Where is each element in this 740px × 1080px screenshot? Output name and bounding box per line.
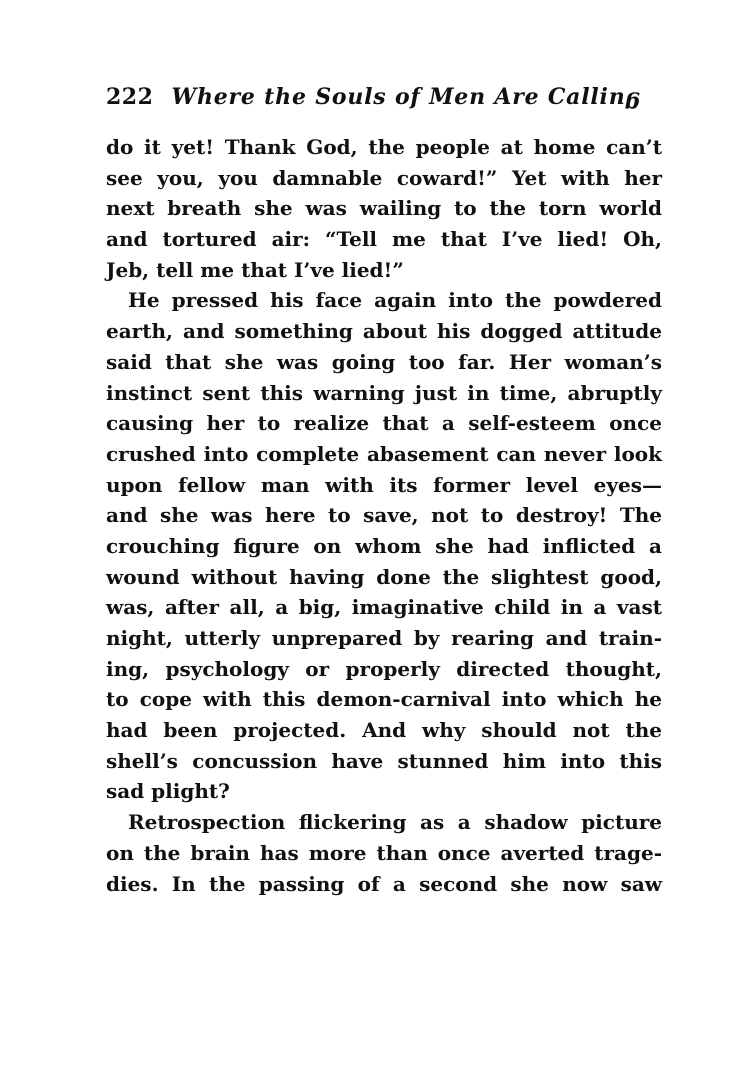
- text-line: ing, psychology or properly directed thought,: [106, 656, 662, 681]
- text-line: night, utterly unprepared by rearing and train-: [106, 626, 662, 650]
- text-line: causing her to realize that a self-esteem once: [106, 411, 662, 436]
- text-line: upon fellow man with its former level eyes—: [106, 472, 662, 497]
- text-line: sad plight?: [106, 779, 230, 804]
- running-header: [106, 84, 706, 116]
- text-line: on the brain has more than once averted trage-: [106, 840, 662, 865]
- text-line: was, after all, a big, imaginative child in a vast: [106, 595, 662, 620]
- text-line: Jeb, tell me that I’ve lied!”: [106, 257, 404, 282]
- text-line: dies. In the passing of a second she now saw: [106, 871, 662, 896]
- text-line: to cope with this demon-carnival into which he: [106, 687, 662, 712]
- text-line: and tortured air: “Tell me that I’ve lied! Oh,: [106, 227, 662, 252]
- text-line: He pressed his face again into the powdered: [128, 288, 662, 313]
- page-number: 222: [106, 84, 154, 110]
- text-line: see you, you damnable coward!” Yet with her: [106, 165, 662, 190]
- text-line: earth, and something about his dogged attitude: [106, 319, 662, 344]
- text-line: instinct sent this warning just in time, abruptly: [106, 380, 662, 405]
- text-line: Retrospection flickering as a shadow picture: [128, 810, 662, 835]
- text-line: wound without having done the slightest good,: [106, 564, 662, 589]
- text-line: had been projected. And why should not the: [106, 718, 662, 743]
- text-line: do it yet! Thank God, the people at home can’t: [106, 135, 662, 159]
- text-line: crouching figure on whom she had inflicted a: [106, 533, 662, 558]
- text-line: shell’s concussion have stunned him into this: [106, 748, 662, 773]
- body-text: [106, 132, 662, 899]
- text-line: crushed into complete abasement can never look: [106, 441, 662, 466]
- text-line: said that she was going too far. Her woman’s: [106, 349, 662, 374]
- text-line: next breath she was wailing to the torn world: [106, 196, 662, 221]
- text-line: and she was here to save, not to destroy! The: [106, 503, 662, 528]
- running-title: Where the Souls of Men Are Callinᵷ: [171, 84, 641, 110]
